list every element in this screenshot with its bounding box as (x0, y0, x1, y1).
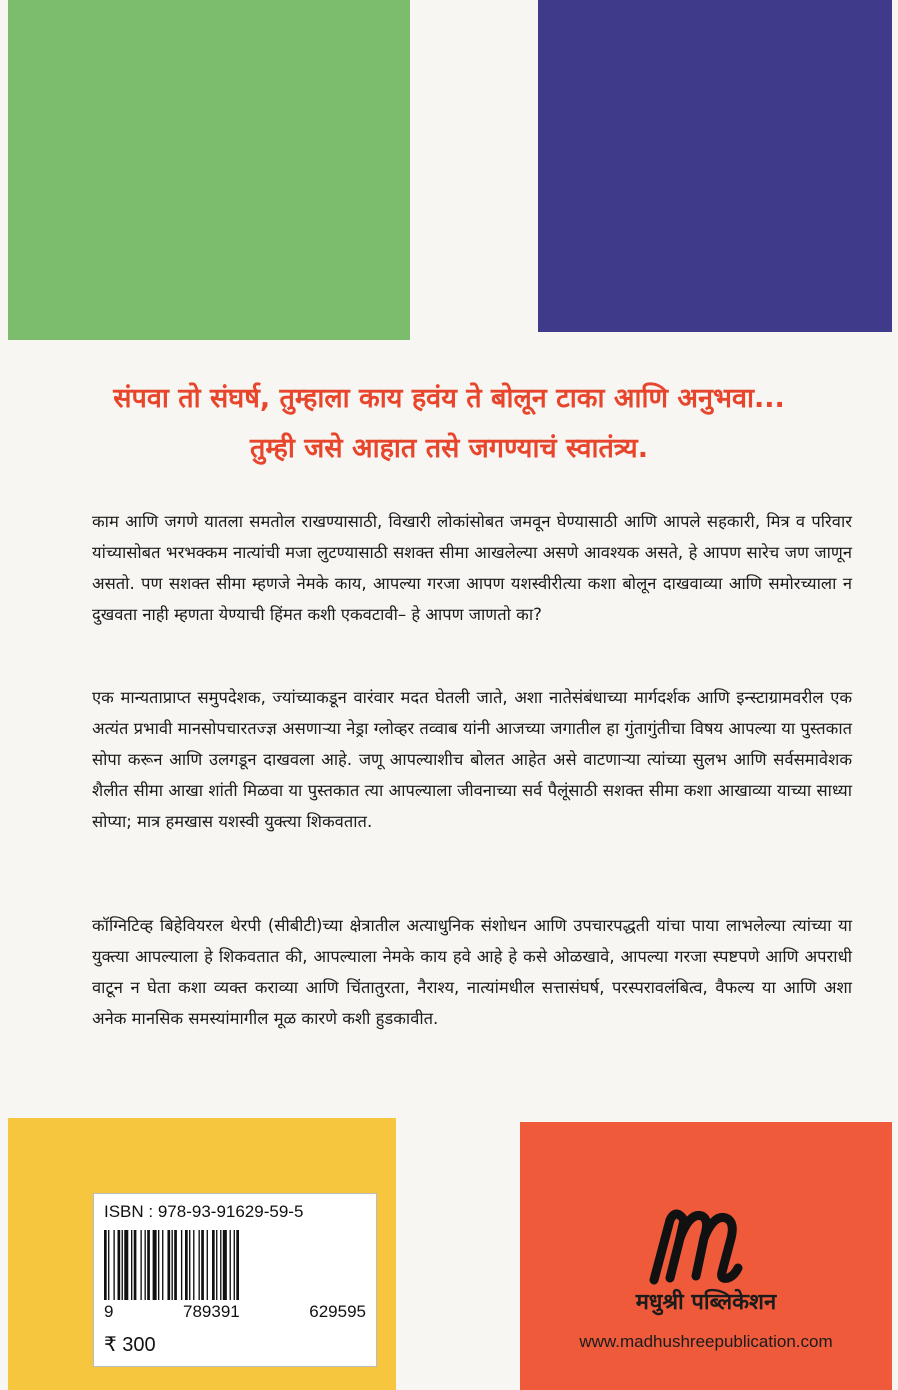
publisher-url: www.madhushreepublication.com (579, 1332, 833, 1351)
barcode-icon (104, 1230, 366, 1300)
navy-color-block (538, 0, 892, 332)
body-paragraph-1: काम आणि जगणे यातला समतोल राखण्यासाठी, विखारी लोकांसोबत जमवून घेण्यासाठी आणि आपले सहकारी, मित्र व परिवार यांच्यासोबत भरभक्कम नात्यांची मजा लुटण्यासाठी सशक्त सीमा आखलेल्या असणे आवश्यक असते, हे आपण सारेच जण जाणून असतो. पण सशक्त सीमा म्हणजे नेमके काय, आपल्या गरजा आपण यशस्वीरीत्या कशा बोलून दाखवाव्या आणि समोरच्याला न दुखवता नाही म्हणता येण्याची हिंमत कशी एकवटावी– हे आपण जाणतो का? (92, 512, 852, 624)
tagline-line-2: तुम्ही जसे आहात तसे जगण्याचं स्वातंत्र्य. (250, 433, 648, 464)
barcode-digit-group: 629595 (309, 1302, 366, 1321)
green-color-block (8, 0, 410, 340)
isbn-label: ISBN : 978-93-91629-59-5 (104, 1202, 304, 1221)
barcode-digit-group: 789391 (183, 1302, 240, 1321)
barcode-digit-group: 9 (104, 1302, 114, 1321)
body-paragraph-2: एक मान्यताप्राप्त समुपदेशक, ज्यांच्याकडून वारंवार मदत घेतली जाते, अशा नातेसंबंधाच्या मार्गदर्शक आणि इन्स्टाग्रामवरील एक अत्यंत प्रभावी मानसोपचारतज्ज्ञ असणाऱ्या नेड्रा ग्लोव्हर तव्वाब यांनी आजच्या जगातील हा गुंतागुंतीचा विषय आपल्या या पुस्तकात सोपा करून आणि उलगडून दाखवला आहे. जणू आपल्याशीच बोलत आहेत असे वाटणाऱ्या त्यांच्या सुलभ आणि सर्वसमावेशक शैलीत सीमा आखा शांती मिळवा या पुस्तकात त्या आपल्याला जीवनाच्या सर्व पैलूंसाठी सशक्त सीमा कशा आखाव्या याच्या साध्या सोप्या; मात्र हमखास यशस्वी युक्त्या शिकवतात. (92, 688, 852, 831)
publisher-name: मधुश्री पब्लिकेशन (635, 1290, 777, 1315)
body-paragraph-3: कॉग्निटिव्ह बिहेवियरल थेरपी (सीबीटी)च्या क्षेत्रातील अत्याधुनिक संशोधन आणि उपचारपद्धती यांचा पाया लाभलेल्या त्यांच्या या युक्त्या आपल्याला हे शिकवतात की, आपल्याला नेमके काय हवे आहे हे कसे ओळखावे, आपल्या गरजा स्पष्टपणे आणि अपराधी वाटून न घेता कशा व्यक्त कराव्या आणि चिंतातुरता, नैराश्य, नात्यांमधील सत्तासंघर्ष, परस्परावलंबित्व, वैफल्य या आणि अशा अनेक मानसिक समस्यांमागील मूळ कारणे कशी हुडकावीत. (92, 916, 852, 1028)
price-label: ₹ 300 (104, 1334, 156, 1356)
isbn-barcode-box (93, 1193, 377, 1367)
tagline-line-1: संपवा तो संघर्ष, तुम्हाला काय हवंय ते बोलून टाका आणि अनुभवा... (113, 383, 785, 414)
barcode-digits (104, 1302, 366, 1322)
m-logo-icon (640, 1198, 750, 1288)
